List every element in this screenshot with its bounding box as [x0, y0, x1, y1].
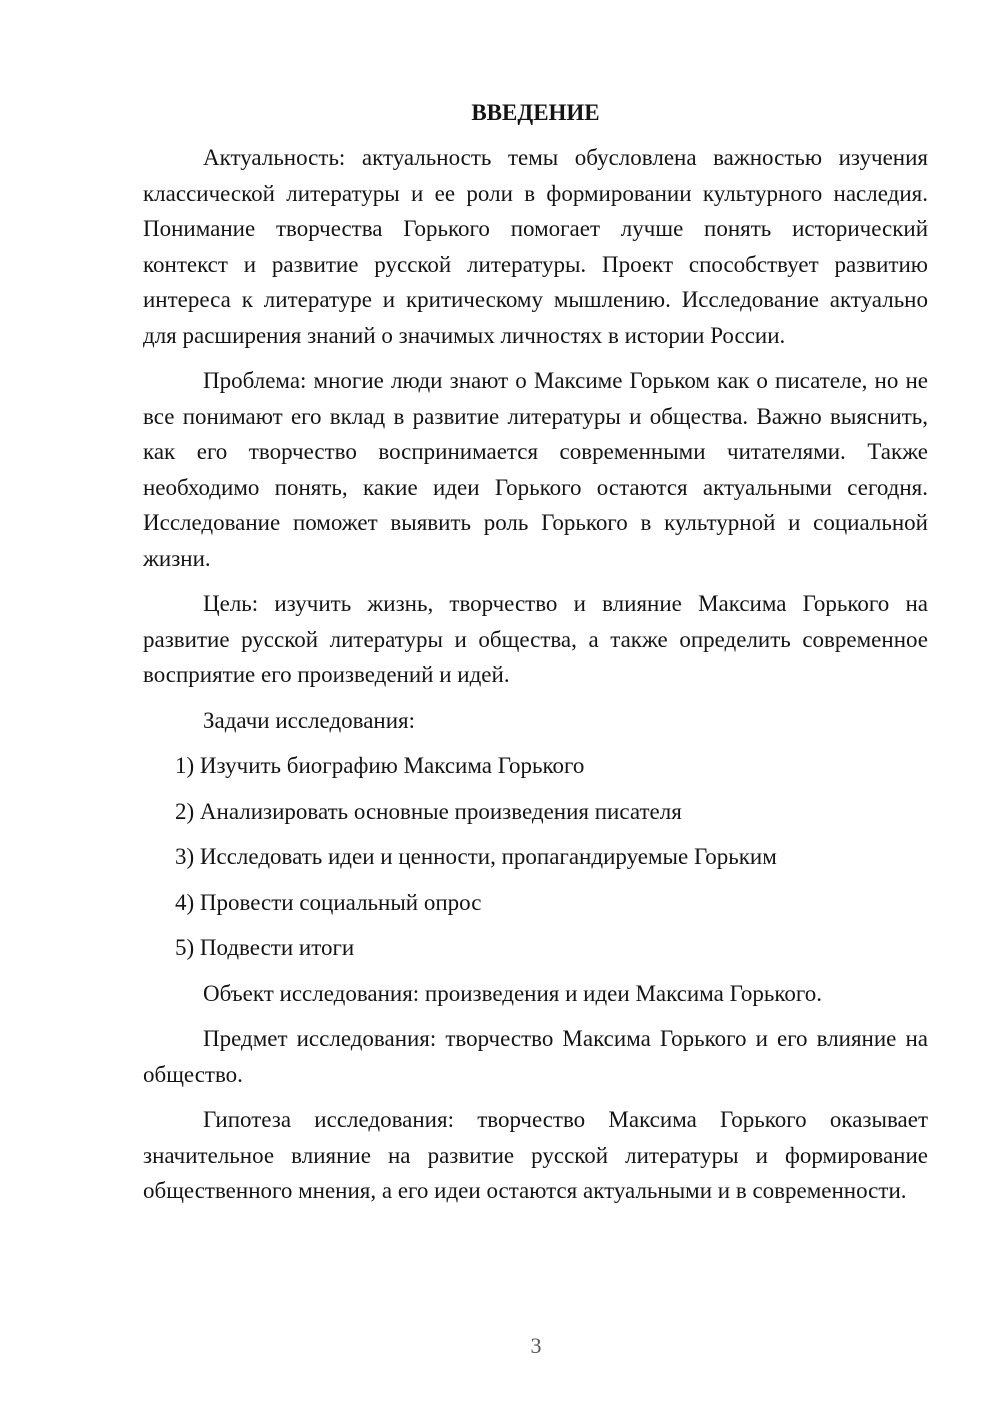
tasks-list: [143, 748, 928, 966]
relevance-paragraph: Актуальность: актуальность темы обусловлена важностью изучения классической литературы и ее роли в формировании культурного наследия. Понимание творчества Горького помогает лучше понять исторический контекст и развитие русской литературы. Проект способствует развитию интереса к литературе и критическому мышлению. Исследование актуально для расширения знаний о значимых личностях в истории России.: [143, 145, 928, 348]
task-item: 1) Изучить биографию Максима Горького: [175, 753, 585, 778]
task-item: 2) Анализировать основные произведения писателя: [175, 798, 682, 824]
page-number: 3: [530, 1333, 542, 1358]
section-title: ВВЕДЕНИЕ: [471, 100, 600, 125]
page-content: [143, 95, 928, 1219]
tasks-heading: Задачи исследования:: [203, 707, 416, 733]
task-item: 4) Провести социальный опрос: [175, 889, 482, 915]
goal-paragraph: Цель: изучить жизнь, творчество и влияние Максима Горького на развитие русской литературы и общества, а также определить современное восприятие его произведений и идей.: [143, 591, 928, 687]
subject-paragraph: Предмет исследования: творчество Максима Горького и его влияние на общество.: [143, 1026, 928, 1087]
object-paragraph: Объект исследования: произведения и идеи Максима Горького.: [203, 980, 822, 1006]
task-item: 3) Исследовать идеи и ценности, пропагандируемые Горьким: [175, 844, 777, 869]
problem-paragraph: Проблема: многие люди знают о Максиме Горьком как о писателе, но не все понимают его вклад в развитие литературы и общества. Важно выяснить, как его творчество воспринимается современными читателями. Также необходимо понять, какие идеи Горького остаются актуальными сегодня. Исследование поможет выявить роль Горького в культурной и социальной жизни.: [143, 368, 928, 571]
hypothesis-paragraph: Гипотеза исследования: творчество Максима Горького оказывает значительное влияние на развитие русской литературы и формирование общественного мнения, а его идеи остаются актуальными и в современности.: [143, 1107, 928, 1203]
task-item: 5) Подвести итоги: [175, 935, 355, 960]
